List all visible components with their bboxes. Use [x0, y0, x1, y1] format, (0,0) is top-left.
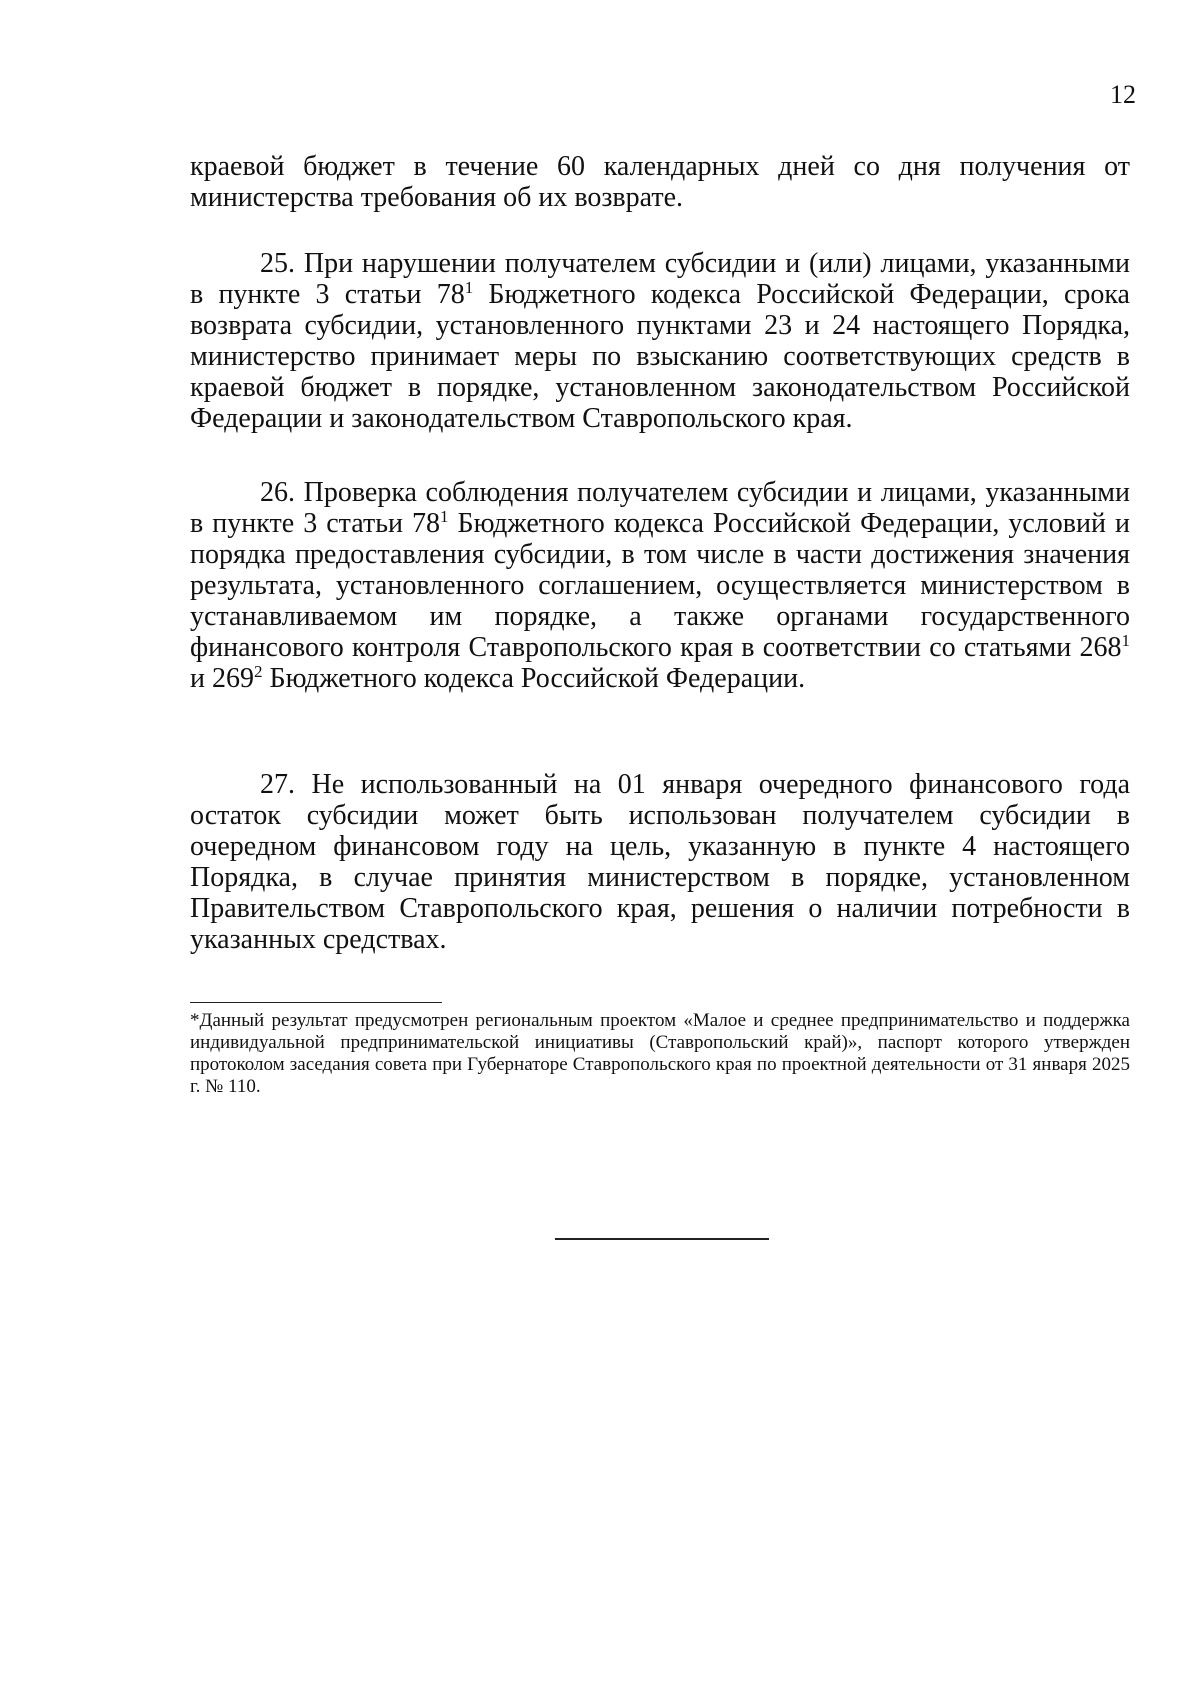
- paragraph-26-text-b: Бюджетного кодекса Российской Федерации, условий и порядка предоставления субсидии, в том числе в части достижения значения результата, установленного соглашением, осуществляется министерством в устанавливаемом им порядке, а также органами государственного финансового контроля Ставропольского края в соответствии со статьями 268: [190, 508, 1130, 663]
- footnote-separator: [190, 1002, 442, 1003]
- superscript: 1: [440, 507, 449, 526]
- superscript: 2: [253, 662, 263, 681]
- paragraph-25-text-a: 25. При нарушении получателем субсидии и (или) лицами, указанными в пункте 3 статьи 78: [190, 248, 1130, 310]
- paragraph-26-text-d: Бюджетного кодекса Российской Федерации.: [262, 663, 806, 694]
- paragraph-26-text-c: и 269: [190, 663, 254, 694]
- paragraph-25: [190, 248, 1130, 434]
- footnote: *Данный результат предусмотрен региональным проектом «Малое и среднее предпринимательство и поддержка индивидуальной предпринимательской инициативы (Ставропольский край)», паспорт которого утвержден протоколом заседания совета при Губернаторе Ставропольского края по проектной деятельности от 31 января 2025 г. № 110.: [190, 1010, 1130, 1097]
- paragraph-26: [190, 477, 1130, 694]
- paragraph-27: 27. Не использованный на 01 января очередного финансового года остаток субсидии может быть использован получателем субсидии в очередном финансовом году на цель, указанную в пункте 4 настоящего Порядка, в случае принятия министерством в порядке, установленном Правительством Ставропольского края, решения о наличии потребности в указанных средствах.: [190, 769, 1130, 955]
- end-of-page-rule: [555, 1238, 769, 1240]
- superscript: 1: [464, 278, 474, 297]
- paragraph-continuation: краевой бюджет в течение 60 календарных дней со дня получения от министерства требования об их возврате.: [190, 151, 1130, 213]
- page-number: 12: [1110, 80, 1136, 109]
- paragraph-25-text-b: Бюджетного кодекса Российской Федерации, срока возврата субсидии, установленного пунктами 23 и 24 настоящего Порядка, министерство принимает меры по взысканию соответствующих средств в краевой бюджет в порядке, установленном законодательством Российской Федерации и законодательством Ставропольского края.: [190, 279, 1130, 434]
- superscript: 1: [1121, 631, 1130, 650]
- paragraph-26-text-a: 26. Проверка соблюдения получателем субсидии и лицами, указанными в пункте 3 статьи 78: [190, 477, 1130, 539]
